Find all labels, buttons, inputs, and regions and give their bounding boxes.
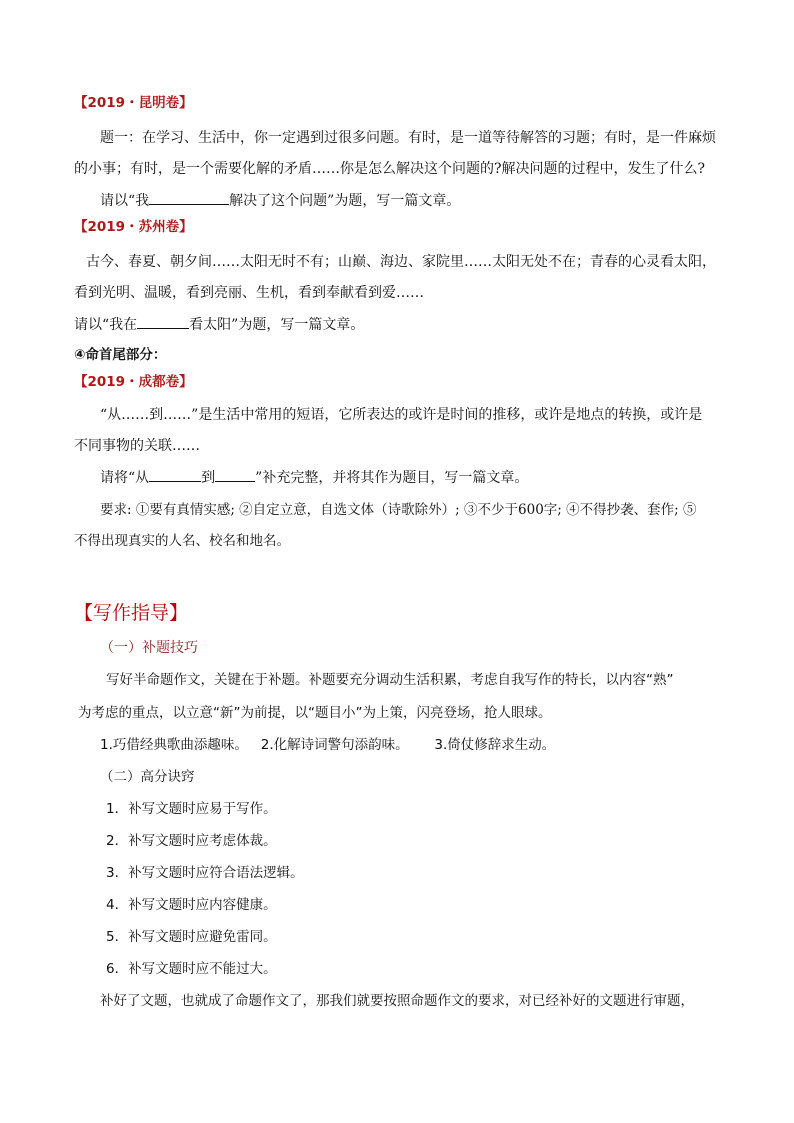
suzhou-prompt-line-2: 看到光明、温暖，看到亮丽、生机，看到奉献看到爱……: [74, 285, 424, 301]
suzhou-tag: 【2019・苏州卷】: [74, 219, 193, 235]
guide-subtitle-2: （二）高分诀窍: [100, 769, 195, 785]
guide-list-item: 6．补写文题时应不能过大。: [106, 961, 277, 977]
guide-paragraph-line-1: 写好半命题作文，关键在于补题。补题要充分调动生活积累，考虑自我写作的特长，以内容“熟”: [106, 672, 674, 688]
guide-paragraph-line-2: 为考虑的重点，以立意“新”为前提，以“题目小”为上策，闪亮登场，抢人眼球。: [78, 705, 552, 721]
chengdu-tag: 【2019・成都卷】: [74, 374, 193, 390]
chengdu-prompt-line-2: 不同事物的关联……: [74, 438, 200, 454]
kunming-prompt-line-2: 的小事；有时，是一个需要化解的矛盾……你是怎么解决这个问题的?解决问题的过程中，发生了什么?: [74, 161, 706, 177]
kunming-instruction: [100, 190, 460, 211]
writing-guide-title: 【写作指导】: [74, 602, 189, 624]
chengdu-requirements-line-1: 要求: ①要有真情实感; ②自定立意，自选文体（诗歌除外）; ③不少于600字; ④不得抄袭、套作; ⑤: [100, 502, 697, 518]
guide-final-paragraph: 补好了文题，也就成了命题作文了，那我们就要按照命题作文的要求，对已经补好的文题进行审题，: [100, 993, 694, 1009]
section-heading-4: ④命首尾部分：: [74, 347, 167, 363]
guide-list-item: 2．补写文题时应考虑体裁。: [106, 833, 277, 849]
fill-blank: [137, 314, 189, 329]
chengdu-instruction: [100, 467, 528, 488]
suzhou-instruction: [74, 314, 364, 335]
guide-list-item: 1．补写文题时应易于写作。: [106, 801, 277, 817]
chengdu-instruction-mid: 到: [201, 470, 216, 486]
chengdu-requirements-line-2: 不得出现真实的人名、校名和地名。: [74, 533, 290, 549]
kunming-instruction-start: 请以“我: [100, 193, 150, 209]
chengdu-instruction-end: ”补充完整，并将其作为题目，写一篇文章。: [255, 470, 529, 486]
kunming-tag: 【2019・昆明卷】: [74, 95, 193, 111]
suzhou-instruction-start: 请以“我在: [74, 317, 138, 333]
guide-tips: 1.巧借经典歌曲添趣味。 2.化解诗词警句添韵味。 3.倚仗修辞求生动。: [100, 737, 556, 753]
chengdu-instruction-start: 请将“从: [100, 470, 150, 486]
fill-blank: [149, 190, 229, 205]
suzhou-instruction-end: 看太阳”为题，写一篇文章。: [189, 317, 365, 333]
chengdu-prompt-line-1: “从……到……”是生活中常用的短语，它所表达的或许是时间的推移，或许是地点的转换，或许是: [100, 407, 703, 423]
fill-blank: [149, 467, 201, 482]
guide-list-item: 5．补写文题时应避免雷同。: [106, 929, 277, 945]
guide-list-item: 4．补写文题时应内容健康。: [106, 897, 277, 913]
kunming-instruction-end: 解决了这个问题”为题，写一篇文章。: [229, 193, 461, 209]
guide-list-item: 3．补写文题时应符合语法逻辑。: [106, 865, 304, 881]
fill-blank: [215, 467, 255, 482]
suzhou-prompt-line-1: 古今、春夏、朝夕间……太阳无时不有；山巅、海边、家院里……太阳无处不在；青春的心灵看太阳，: [86, 254, 716, 270]
kunming-prompt-line-1: 题一：在学习、生活中，你一定遇到过很多问题。有时，是一道等待解答的习题；有时，是一件麻烦: [100, 130, 716, 146]
guide-subtitle-1: （一）补题技巧: [100, 640, 198, 656]
